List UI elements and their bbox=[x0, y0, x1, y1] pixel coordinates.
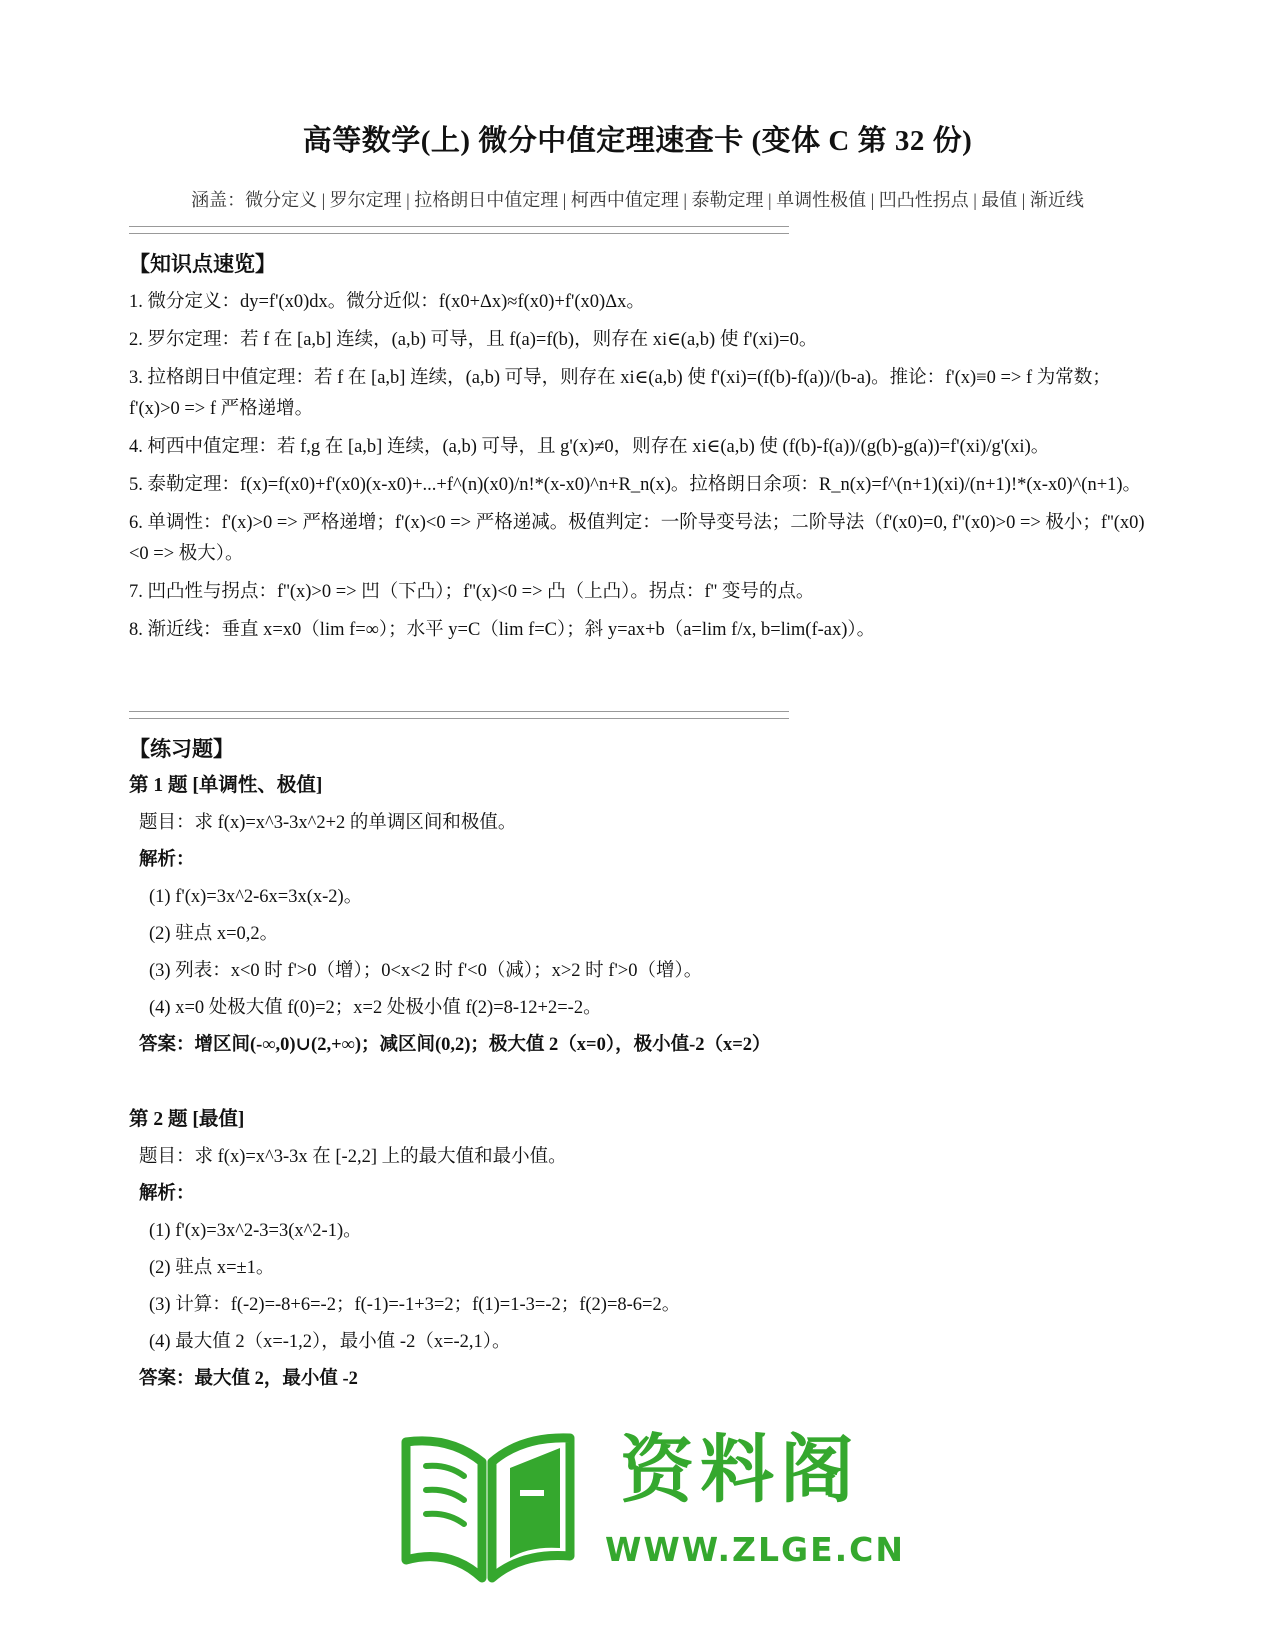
knowledge-item: 5. 泰勒定理：f(x)=f(x0)+f'(x0)(x-x0)+...+f^(n)(x0)/n!*(x-x0)^n+R_n(x)。拉格朗日余项：R_n(x)=f^(n+1)(xi)/(n+1)!*(x-x0)^(n+1)。 bbox=[129, 475, 1142, 495]
analysis-step: (1) f'(x)=3x^2-3=3(x^2-1)。 bbox=[149, 1221, 362, 1241]
knowledge-item: 1. 微分定义：dy=f'(x0)dx。微分近似：f(x0+Δx)≈f(x0)+f'(x0)Δx。 bbox=[129, 292, 645, 312]
knowledge-list bbox=[129, 287, 1149, 646]
page-subtitle: 涵盖：微分定义 | 罗尔定理 | 拉格朗日中值定理 | 柯西中值定理 | 泰勒定理 | 单调性极值 | 凹凸性拐点 | 最值 | 渐近线 bbox=[191, 190, 1084, 210]
divider-top bbox=[129, 226, 789, 234]
watermark-url: WWW.ZLGE.CN bbox=[605, 1530, 906, 1569]
analysis-label: 解析： bbox=[139, 850, 195, 870]
practice-section bbox=[129, 734, 1149, 1394]
analysis-step: (3) 列表：x<0 时 f'>0（增）；0<x<2 时 f'<0（减）；x>2 时 f'>0（增）。 bbox=[149, 961, 703, 981]
knowledge-item: 2. 罗尔定理：若 f 在 [a,b] 连续，(a,b) 可导，且 f(a)=f(b)，则存在 xi∈(a,b) 使 f'(xi)=0。 bbox=[129, 330, 818, 350]
practice-heading: 【练习题】 bbox=[129, 737, 234, 761]
answer-text: 答案：最大值 2，最小值 -2 bbox=[139, 1369, 358, 1389]
question-prompt: 题目：求 f(x)=x^3-3x^2+2 的单调区间和极值。 bbox=[139, 813, 517, 833]
knowledge-item: 4. 柯西中值定理：若 f,g 在 [a,b] 连续，(a,b) 可导，且 g'(x)≠0，则存在 xi∈(a,b) 使 (f(b)-f(a))/(g(b)-g(a))=f'(xi)/g'(xi)。 bbox=[129, 437, 1050, 457]
question-title: 第 2 题 [最值] bbox=[129, 1109, 245, 1130]
divider-bottom bbox=[129, 711, 789, 719]
analysis-step: (2) 驻点 x=0,2。 bbox=[149, 924, 279, 944]
question-title: 第 1 题 [单调性、极值] bbox=[129, 775, 323, 796]
analysis-step: (3) 计算：f(-2)=-8+6=-2；f(-1)=-1+3=2；f(1)=1-3=-2；f(2)=8-6=2。 bbox=[149, 1295, 681, 1315]
knowledge-item: 6. 单调性：f'(x)>0 => 严格递增；f'(x)<0 => 严格递减。极值判定：一阶导变号法；二阶导法（f'(x0)=0, f''(x0)>0 => 极小；f''(x0)<0 => 极大）。 bbox=[129, 513, 1145, 564]
analysis-step: (1) f'(x)=3x^2-6x=3x(x-2)。 bbox=[149, 887, 363, 907]
question-2 bbox=[129, 1105, 1149, 1394]
knowledge-item: 8. 渐近线：垂直 x=x0（lim f=∞）；水平 y=C（lim f=C）；斜 y=ax+b（a=lim f/x, b=lim(f-ax)）。 bbox=[129, 620, 876, 640]
analysis-step: (2) 驻点 x=±1。 bbox=[149, 1258, 275, 1278]
page-title: 高等数学(上) 微分中值定理速查卡 (变体 C 第 32 份) bbox=[302, 125, 973, 157]
analysis-step: (4) x=0 处极大值 f(0)=2；x=2 处极小值 f(2)=8-12+2=-2。 bbox=[149, 998, 602, 1018]
question-1 bbox=[129, 771, 1149, 1060]
answer-text: 答案：增区间(-∞,0)∪(2,+∞)；减区间(0,2)；极大值 2（x=0），极小值-2（x=2） bbox=[139, 1035, 771, 1055]
knowledge-section bbox=[129, 249, 1149, 653]
analysis-step: (4) 最大值 2（x=-1,2），最小值 -2（x=-2,1）。 bbox=[149, 1332, 511, 1352]
knowledge-heading: 【知识点速览】 bbox=[129, 252, 276, 276]
knowledge-item: 3. 拉格朗日中值定理：若 f 在 [a,b] 连续，(a,b) 可导，则存在 xi∈(a,b) 使 f'(xi)=(f(b)-f(a))/(b-a)。推论：f'(x)≡0 => f 为常数；f'(x)>0 => f 严格递增。 bbox=[129, 368, 1111, 419]
watermark-name: 资料阁 bbox=[620, 1427, 860, 1513]
analysis-label: 解析： bbox=[139, 1184, 195, 1204]
knowledge-item: 7. 凹凸性与拐点：f''(x)>0 => 凹（下凸）；f''(x)<0 => 凸（上凸）。拐点：f'' 变号的点。 bbox=[129, 582, 815, 602]
question-prompt: 题目：求 f(x)=x^3-3x 在 [-2,2] 上的最大值和最小值。 bbox=[139, 1147, 567, 1167]
